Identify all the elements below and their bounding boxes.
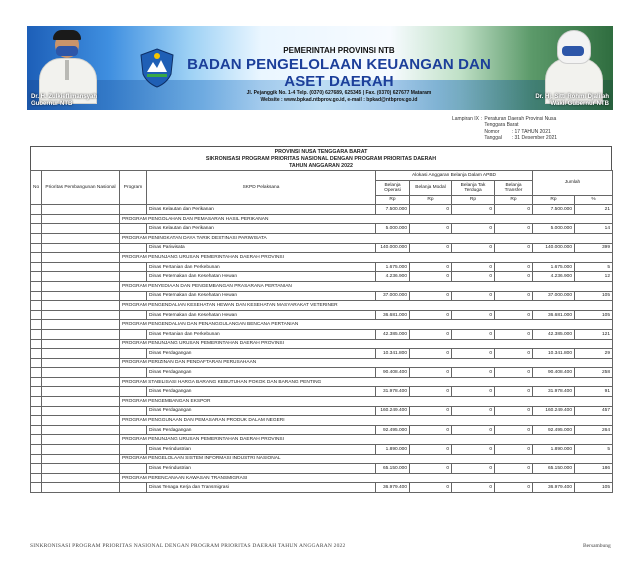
jumlah-rp: 5.000.000	[533, 224, 575, 234]
cell-no	[31, 483, 42, 493]
program-name: PROGRAM PENGOLAHAN DAN PEMASARAN HASIL PERIKANAN	[120, 214, 613, 224]
belanja-transfer: 0	[495, 262, 533, 272]
col-prioritas: Prioritas Pembangunan Nasional	[42, 171, 120, 205]
jumlah-pct: 21	[575, 205, 613, 215]
cell-no	[31, 329, 42, 339]
belanja-modal: 0	[410, 387, 452, 397]
skpd-row	[31, 368, 613, 378]
belanja-transfer: 0	[495, 349, 533, 359]
cell-no	[31, 233, 42, 243]
belanja-transfer: 0	[495, 406, 533, 416]
tanggal-label: Tanggal	[484, 135, 502, 142]
skpd-row	[31, 425, 613, 435]
belanja-operasi: 1.890.000	[376, 445, 410, 455]
agency-address: Jl. Pejanggik No. 1-4 Telp. (0370) 627689, 625345 | Fax. (0370) 627677 Mataram	[246, 90, 432, 96]
cell-prioritas	[42, 310, 120, 320]
skpd-row	[31, 205, 613, 215]
sync-table	[30, 170, 613, 493]
skpd-name: Dinas Peternakan dan Kesehatan Hewan	[147, 272, 376, 282]
belanja-tak-terduga: 0	[452, 445, 495, 455]
jumlah-pct: 457	[575, 406, 613, 416]
program-name: PROGRAM PENUNJANG URUSAN PEMERINTAHAN DAERAH PROVINSI	[120, 339, 613, 349]
cell-prioritas	[42, 224, 120, 234]
cell-program	[120, 483, 147, 493]
ntb-emblem-icon	[139, 48, 175, 88]
belanja-tak-terduga: 0	[452, 310, 495, 320]
cell-prioritas	[42, 387, 120, 397]
skpd-row	[31, 329, 613, 339]
skpd-name: Dinas Pertanian dan Perkebunan	[147, 262, 376, 272]
document-heading	[30, 146, 612, 170]
cell-prioritas	[42, 397, 120, 407]
col-tak-terduga: Belanja Tak Terduga	[452, 180, 495, 195]
belanja-transfer: 0	[495, 368, 533, 378]
cell-prioritas	[42, 233, 120, 243]
cell-prioritas	[42, 281, 120, 291]
belanja-transfer: 0	[495, 445, 533, 455]
program-row	[31, 358, 613, 368]
jumlah-rp: 90.408.400	[533, 368, 575, 378]
belanja-tak-terduga: 0	[452, 483, 495, 493]
cell-no	[31, 445, 42, 455]
belanja-transfer: 0	[495, 224, 533, 234]
governor-title: Gubernur NTB	[31, 101, 73, 107]
cell-prioritas	[42, 253, 120, 263]
program-name: PROGRAM PENYEDIAAN DAN PENGEMBANGAN PRASARANA PERTANIAN	[120, 281, 613, 291]
cell-program	[120, 406, 147, 416]
program-name: PROGRAM PENUNJANG URUSAN PEMERINTAHAN DAERAH PROVINSI	[120, 253, 613, 263]
vice-governor-name: Dr. Hj. Sitti Rohmi Djalilah	[535, 94, 609, 100]
cell-prioritas	[42, 425, 120, 435]
cell-prioritas	[42, 349, 120, 359]
cell-no	[31, 272, 42, 282]
unit-rp-transfer: Rp	[495, 195, 533, 205]
cell-prioritas	[42, 214, 120, 224]
jumlah-rp: 36.681.000	[533, 310, 575, 320]
belanja-tak-terduga: 0	[452, 272, 495, 282]
skpd-name: Dinas Kelautan dan Perikanan	[147, 224, 376, 234]
cell-no	[31, 281, 42, 291]
unit-rp-modal: Rp	[410, 195, 452, 205]
cell-program	[120, 224, 147, 234]
cell-program	[120, 445, 147, 455]
governor-portrait	[35, 28, 99, 102]
jumlah-pct: 105	[575, 310, 613, 320]
jumlah-pct: 186	[575, 464, 613, 474]
program-name: PROGRAM STABILISASI HARGA BARANG KEBUTUHAN POKOK DAN BARANG PENTING	[120, 377, 613, 387]
program-row	[31, 416, 613, 426]
col-operasi: Belanja Operasi	[376, 180, 410, 195]
cell-no	[31, 301, 42, 311]
cell-program	[120, 387, 147, 397]
government-name: PEMERINTAH PROVINSI NTB	[283, 46, 395, 55]
cell-no	[31, 262, 42, 272]
belanja-tak-terduga: 0	[452, 368, 495, 378]
skpd-name: Dinas Peternakan dan Kesehatan Hewan	[147, 310, 376, 320]
cell-no	[31, 291, 42, 301]
program-name: PROGRAM PENGGUNAAN DAN PEMASARAN PRODUK DALAM NEGERI	[120, 416, 613, 426]
cell-no	[31, 214, 42, 224]
program-row	[31, 397, 613, 407]
program-row	[31, 301, 613, 311]
jumlah-pct: 121	[575, 329, 613, 339]
agency-name: BADAN PENGELOLAAN KEUANGAN DAN ASET DAERAH	[187, 56, 491, 90]
belanja-tak-terduga: 0	[452, 387, 495, 397]
cell-prioritas	[42, 445, 120, 455]
jumlah-rp: 31.978.400	[533, 387, 575, 397]
skpd-name: Dinas Perindustrian	[147, 464, 376, 474]
belanja-operasi: 65.150.000	[376, 464, 410, 474]
cell-program	[120, 310, 147, 320]
jumlah-pct: 105	[575, 291, 613, 301]
cell-no	[31, 387, 42, 397]
cell-prioritas	[42, 377, 120, 387]
lampiran-label: Lampiran IX	[452, 116, 479, 122]
belanja-transfer: 0	[495, 272, 533, 282]
belanja-tak-terduga: 0	[452, 406, 495, 416]
program-name: PROGRAM PENINGKATAN DAYA TARIK DESTINASI PARIWISATA	[120, 233, 613, 243]
belanja-modal: 0	[410, 310, 452, 320]
belanja-modal: 0	[410, 445, 452, 455]
cell-prioritas	[42, 339, 120, 349]
cell-prioritas	[42, 205, 120, 215]
col-transfer: Belanja Transfer	[495, 180, 533, 195]
belanja-transfer: 0	[495, 464, 533, 474]
cell-prioritas	[42, 416, 120, 426]
jumlah-pct: 264	[575, 425, 613, 435]
cell-program	[120, 205, 147, 215]
belanja-operasi: 36.681.000	[376, 310, 410, 320]
jumlah-rp: 65.150.000	[533, 464, 575, 474]
skpd-row	[31, 483, 613, 493]
agency-website: Website : www.bpkad.ntbprov.go.id, e-mail : bpkad@ntbprov.go.id	[260, 97, 418, 103]
lampiran-line-1: Peraturan Daerah Provinsi Nusa	[484, 116, 557, 122]
belanja-modal: 0	[410, 425, 452, 435]
cell-prioritas	[42, 473, 120, 483]
skpd-name: Dinas Perdagangan	[147, 349, 376, 359]
cell-no	[31, 368, 42, 378]
unit-rp-jumlah: Rp	[533, 195, 575, 205]
col-modal: Belanja Modal	[410, 180, 452, 195]
cell-program	[120, 272, 147, 282]
cell-prioritas	[42, 262, 120, 272]
cell-prioritas	[42, 243, 120, 253]
cell-prioritas	[42, 272, 120, 282]
program-row	[31, 454, 613, 464]
col-alokasi: Alokasi Anggaran Belanja Dalam APBD	[376, 171, 533, 181]
cell-program	[120, 291, 147, 301]
cell-program	[120, 425, 147, 435]
col-no: No	[31, 171, 42, 205]
governor-caption	[31, 94, 97, 108]
program-name: PROGRAM PENGELOLAAN SISTEM INFORMASI INDUSTRI NASIONAL	[120, 454, 613, 464]
belanja-operasi: 37.000.000	[376, 291, 410, 301]
col-jumlah: Jumlah	[533, 171, 613, 196]
program-row	[31, 214, 613, 224]
belanja-modal: 0	[410, 272, 452, 282]
belanja-transfer: 0	[495, 205, 533, 215]
belanja-transfer: 0	[495, 387, 533, 397]
tanggal-value: 31 Desember 2021	[514, 135, 558, 142]
cell-no	[31, 406, 42, 416]
cell-no	[31, 464, 42, 474]
skpd-row	[31, 262, 613, 272]
skpd-row	[31, 272, 613, 282]
program-name: PROGRAM PERENCANAAN KAWASAN TRANSMIGRASI	[120, 473, 613, 483]
unit-rp-tak: Rp	[452, 195, 495, 205]
cell-no	[31, 435, 42, 445]
heading-year: TAHUN ANGGARAN 2022	[289, 163, 353, 169]
jumlah-pct: 14	[575, 224, 613, 234]
jumlah-rp: 1.890.000	[533, 445, 575, 455]
belanja-tak-terduga: 0	[452, 425, 495, 435]
jumlah-rp: 1.675.000	[533, 262, 575, 272]
cell-no	[31, 205, 42, 215]
jumlah-rp: 160.249.400	[533, 406, 575, 416]
cell-prioritas	[42, 291, 120, 301]
skpd-name: Dinas Perdagangan	[147, 406, 376, 416]
skpd-name: Dinas Perindustrian	[147, 445, 376, 455]
heading-province: PROVINSI NUSA TENGGARA BARAT	[274, 149, 368, 155]
skpd-row	[31, 224, 613, 234]
cell-no	[31, 349, 42, 359]
belanja-modal: 0	[410, 291, 452, 301]
skpd-row	[31, 406, 613, 416]
skpd-row	[31, 310, 613, 320]
belanja-operasi: 42.385.000	[376, 329, 410, 339]
belanja-tak-terduga: 0	[452, 224, 495, 234]
jumlah-pct: 5	[575, 445, 613, 455]
belanja-tak-terduga: 0	[452, 205, 495, 215]
program-row	[31, 233, 613, 243]
program-row	[31, 377, 613, 387]
header-titles	[179, 46, 499, 104]
jumlah-pct: 5	[575, 262, 613, 272]
belanja-operasi: 5.000.000	[376, 224, 410, 234]
belanja-modal: 0	[410, 205, 452, 215]
cell-program	[120, 243, 147, 253]
belanja-tak-terduga: 0	[452, 262, 495, 272]
cell-no	[31, 425, 42, 435]
cell-no	[31, 416, 42, 426]
cell-no	[31, 377, 42, 387]
belanja-operasi: 140.000.000	[376, 243, 410, 253]
belanja-transfer: 0	[495, 329, 533, 339]
belanja-operasi: 36.979.400	[376, 483, 410, 493]
cell-no	[31, 320, 42, 330]
cell-prioritas	[42, 454, 120, 464]
jumlah-rp: 10.341.800	[533, 349, 575, 359]
belanja-modal: 0	[410, 329, 452, 339]
belanja-modal: 0	[410, 224, 452, 234]
cell-prioritas	[42, 301, 120, 311]
heading-title: SIKRONISASI PROGRAM PRIORITAS NASIONAL DENGAN PROGRAM PRIORITAS DAERAH	[205, 156, 437, 162]
col-program: Program	[120, 171, 147, 205]
program-row	[31, 320, 613, 330]
belanja-tak-terduga: 0	[452, 464, 495, 474]
skpd-name: Dinas Perdagangan	[147, 368, 376, 378]
vice-governor-portrait	[541, 28, 605, 102]
cell-prioritas	[42, 435, 120, 445]
nomor-label: Nomor	[484, 128, 500, 135]
cell-prioritas	[42, 320, 120, 330]
skpd-name: Dinas Peternakan dan Kesehatan Hewan	[147, 291, 376, 301]
cell-prioritas	[42, 483, 120, 493]
header-banner	[27, 26, 613, 110]
jumlah-rp: 37.000.000	[533, 291, 575, 301]
program-name: PROGRAM PENGENDALIAN KESEHATAN HEWAN DAN KESEHATAN MASYARAKAT VETERINER	[120, 301, 613, 311]
jumlah-pct: 399	[575, 243, 613, 253]
cell-no	[31, 473, 42, 483]
program-name: PROGRAM PERIZINAN DAN PENDAFTARAN PERUSAHAAN	[120, 358, 613, 368]
jumlah-rp: 7.500.000	[533, 205, 575, 215]
skpd-name: Dinas Tenaga Kerja dan Transmigrasi	[147, 483, 376, 493]
belanja-tak-terduga: 0	[452, 349, 495, 359]
belanja-modal: 0	[410, 483, 452, 493]
jumlah-pct: 258	[575, 368, 613, 378]
cell-program	[120, 262, 147, 272]
belanja-operasi: 92.495.000	[376, 425, 410, 435]
jumlah-pct: 91	[575, 387, 613, 397]
col-skpd: SKPD Pelaksana	[147, 171, 376, 205]
skpd-name: Dinas Pertanian dan Perkebunan	[147, 329, 376, 339]
jumlah-pct: 105	[575, 483, 613, 493]
belanja-operasi: 7.500.000	[376, 205, 410, 215]
belanja-operasi: 4.236.900	[376, 272, 410, 282]
program-name: PROGRAM PENGEMBANGAN EKSPOR	[120, 397, 613, 407]
jumlah-rp: 42.385.000	[533, 329, 575, 339]
footer-caption: SINKRONISASI PROGRAM PRIORITAS NASIONAL DENGAN PROGRAM PRIORITAS DAERAH TAHUN ANGGARAN 2022	[30, 543, 346, 549]
cell-program	[120, 464, 147, 474]
table-body	[31, 205, 613, 493]
skpd-row	[31, 291, 613, 301]
skpd-row	[31, 445, 613, 455]
cell-no	[31, 243, 42, 253]
cell-no	[31, 310, 42, 320]
cell-no	[31, 253, 42, 263]
belanja-modal: 0	[410, 243, 452, 253]
belanja-operasi: 10.341.800	[376, 349, 410, 359]
cell-no	[31, 339, 42, 349]
cell-prioritas	[42, 358, 120, 368]
footer-continued: Bersambung	[583, 543, 611, 549]
cell-prioritas	[42, 329, 120, 339]
program-row	[31, 435, 613, 445]
belanja-modal: 0	[410, 349, 452, 359]
cell-prioritas	[42, 368, 120, 378]
lampiran-line-2: Tenggara Barat	[484, 122, 519, 129]
program-row	[31, 281, 613, 291]
program-name: PROGRAM PENGENDALIAN DAN PENANGGULANGAN BENCANA PERTANIAN	[120, 320, 613, 330]
skpd-row	[31, 243, 613, 253]
attachment-info: Lampiran IX : Peraturan Daerah Provinsi Nusa Tenggara Barat Nomor : 17 TAHUN 2021 Tanggal : 31 Desember 2021	[452, 116, 558, 142]
belanja-operasi: 160.249.400	[376, 406, 410, 416]
belanja-operasi: 1.675.000	[376, 262, 410, 272]
belanja-transfer: 0	[495, 310, 533, 320]
unit-pct: %	[575, 195, 613, 205]
cell-program	[120, 329, 147, 339]
belanja-modal: 0	[410, 262, 452, 272]
program-name: PROGRAM PENUNJANG URUSAN PEMERINTAHAN DAERAH PROVINSI	[120, 435, 613, 445]
nomor-value: 17 TAHUN 2021	[514, 128, 551, 135]
vice-governor-caption	[535, 94, 609, 108]
program-row	[31, 473, 613, 483]
program-row	[31, 253, 613, 263]
skpd-row	[31, 387, 613, 397]
belanja-modal: 0	[410, 406, 452, 416]
belanja-operasi: 31.978.400	[376, 387, 410, 397]
program-row	[31, 339, 613, 349]
belanja-tak-terduga: 0	[452, 329, 495, 339]
jumlah-rp: 140.000.000	[533, 243, 575, 253]
skpd-row	[31, 349, 613, 359]
belanja-transfer: 0	[495, 243, 533, 253]
jumlah-rp: 92.495.000	[533, 425, 575, 435]
cell-no	[31, 224, 42, 234]
jumlah-pct: 29	[575, 349, 613, 359]
unit-rp-operasi: Rp	[376, 195, 410, 205]
belanja-tak-terduga: 0	[452, 291, 495, 301]
belanja-operasi: 90.408.400	[376, 368, 410, 378]
cell-program	[120, 349, 147, 359]
jumlah-rp: 4.236.900	[533, 272, 575, 282]
jumlah-pct: 12	[575, 272, 613, 282]
belanja-transfer: 0	[495, 483, 533, 493]
cell-no	[31, 397, 42, 407]
cell-no	[31, 454, 42, 464]
cell-program	[120, 368, 147, 378]
cell-no	[31, 358, 42, 368]
belanja-modal: 0	[410, 464, 452, 474]
jumlah-rp: 36.979.400	[533, 483, 575, 493]
skpd-name: Dinas Perdagangan	[147, 387, 376, 397]
belanja-modal: 0	[410, 368, 452, 378]
belanja-tak-terduga: 0	[452, 243, 495, 253]
skpd-name: Dinas Perdagangan	[147, 425, 376, 435]
skpd-row	[31, 464, 613, 474]
skpd-name: Dinas Pariwisata	[147, 243, 376, 253]
belanja-transfer: 0	[495, 291, 533, 301]
skpd-name: Dinas Kelautan dan Perikanan	[147, 205, 376, 215]
cell-prioritas	[42, 406, 120, 416]
governor-name: Dr. H. Zulkieflimansyah	[31, 94, 98, 100]
cell-prioritas	[42, 464, 120, 474]
vice-governor-title: Wakil Gubernur NTB	[550, 101, 609, 107]
belanja-transfer: 0	[495, 425, 533, 435]
